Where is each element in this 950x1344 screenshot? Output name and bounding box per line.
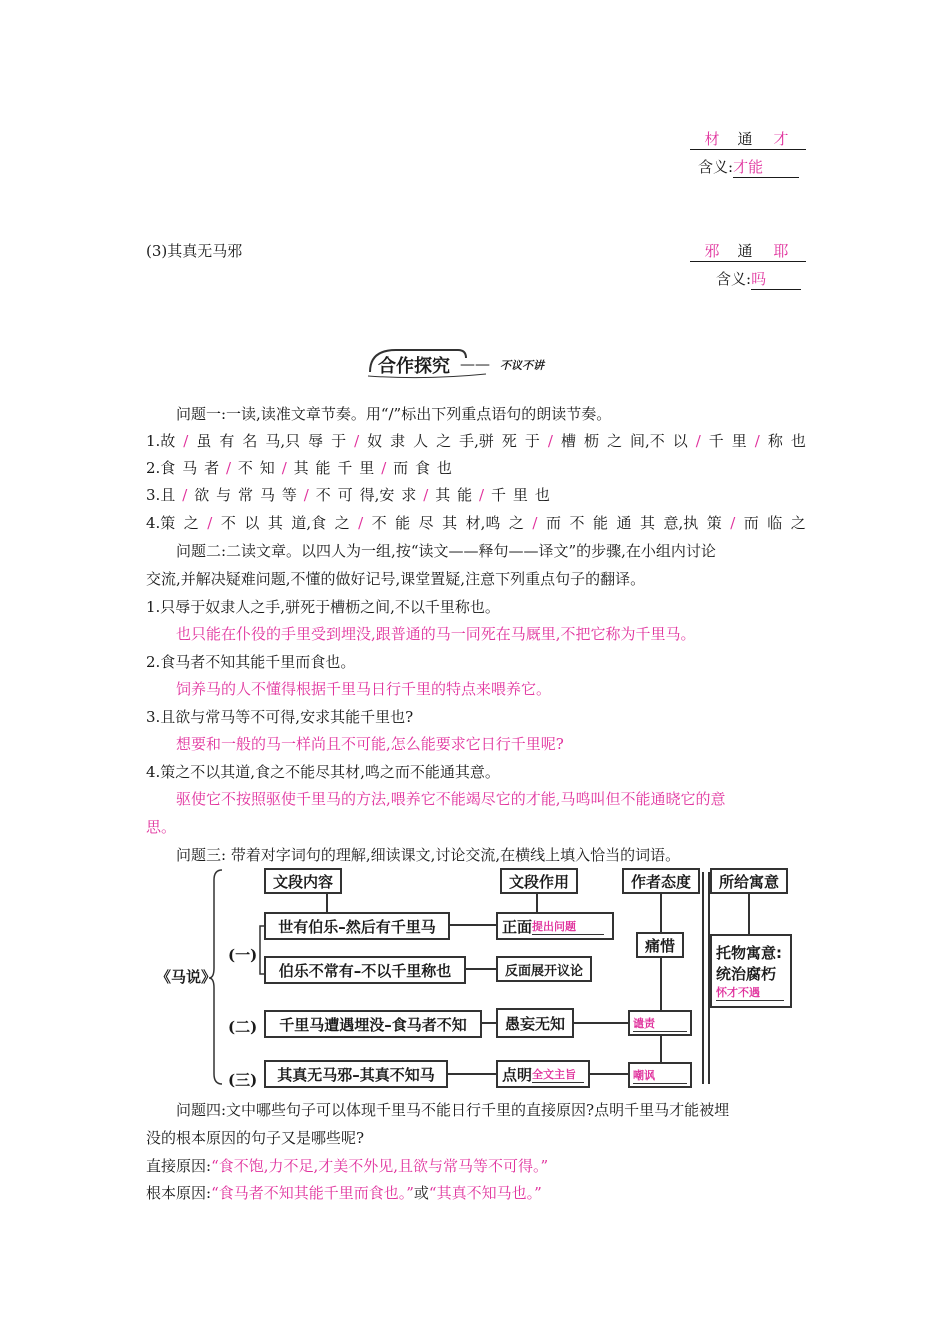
role-box-4 — [496, 1060, 590, 1088]
rhythm-token: 者 — [204, 459, 220, 477]
attitude-box-3 — [628, 1062, 692, 1088]
q1-line-1 — [146, 431, 806, 451]
q2-answer-4b: 思。 — [146, 818, 177, 836]
rhythm-token: 以 — [244, 514, 260, 532]
item2-word-b: 才 — [756, 128, 806, 150]
rhythm-token: 常 — [238, 486, 254, 504]
banner-subtitle: 不议不讲 — [500, 359, 544, 372]
item3-meaning-label: 含义: — [716, 270, 752, 288]
item3-meaning-line — [716, 268, 801, 290]
outer-brace-icon — [208, 868, 230, 1088]
rhythm-token: 槽 — [560, 432, 576, 450]
rhythm-token: 意,执 — [663, 514, 699, 532]
rhythm-token: 以 — [672, 432, 688, 450]
header-role: 文段作用 — [500, 868, 578, 894]
meaning-line-2: 统治腐朽 — [716, 964, 777, 983]
rhythm-token: 里 — [359, 459, 375, 477]
section-label-1: (一) — [228, 946, 258, 964]
q1-line-2 — [146, 458, 452, 478]
rhythm-token: 之 — [606, 432, 622, 450]
rhythm-token: 而 — [393, 459, 409, 477]
item2-meaning-label: 含义: — [698, 158, 734, 176]
rhythm-token: 可 — [337, 486, 353, 504]
section-label-2: (二) — [228, 1018, 258, 1036]
meaning-line-1: 托物寓意: — [716, 943, 782, 962]
content-box-3: 千里马遭遇埋没–食马者不知 — [264, 1010, 482, 1038]
item2-meaning: 才能 — [733, 156, 799, 178]
rhythm-token: 马,只 — [265, 432, 301, 450]
q2-answer-3: 想要和一般的马一样尚且不可能,怎么能要求它日行千里呢? — [176, 735, 564, 753]
book-title: 《马说》 — [156, 968, 217, 986]
rhythm-token: 而 — [545, 514, 561, 532]
q1-line-4 — [146, 513, 806, 533]
role-box-3: 愚妄无知 — [496, 1008, 574, 1038]
content-box-2: 伯乐不常有–不以千里称也 — [264, 956, 466, 984]
rhythm-token: 称 — [767, 432, 783, 450]
rhythm-slash: / — [381, 459, 387, 477]
rhythm-token: 之 — [508, 514, 524, 532]
content-box-4: 其真无马邪–其真不知马 — [264, 1060, 448, 1088]
rhythm-slash: / — [183, 432, 189, 450]
item3-meaning: 吗 — [751, 268, 801, 290]
q1-line-3 — [146, 485, 550, 505]
rhythm-token: 其 — [435, 486, 451, 504]
meaning-fill: 怀才不遇 — [716, 984, 784, 1001]
role-4-prefix: 点明 — [502, 1065, 533, 1084]
attitude-3-fill: 嘲讽 — [633, 1067, 687, 1084]
rhythm-token: 马 — [182, 459, 198, 477]
item3-word-b: 耶 — [756, 240, 806, 262]
rhythm-token: 千 — [708, 432, 724, 450]
role-1-fill: 提出问题 — [532, 918, 604, 935]
rhythm-token: 马 — [259, 486, 275, 504]
rhythm-token: 其 — [267, 514, 283, 532]
rhythm-slash: / — [225, 459, 232, 477]
rhythm-token: 里 — [731, 432, 747, 450]
rhythm-token: 其 — [639, 514, 655, 532]
rhythm-token: 能 — [457, 486, 473, 504]
rhythm-token: 于 — [331, 432, 347, 450]
attitude-box-1: 痛惜 — [636, 932, 684, 958]
rhythm-slash: / — [207, 514, 213, 532]
rhythm-token: 能 — [592, 514, 608, 532]
item2-word-a: 材 — [690, 128, 734, 150]
rhythm-token: 之 — [790, 514, 806, 532]
rhythm-token: 求 — [401, 486, 417, 504]
rhythm-slash: / — [354, 432, 360, 450]
rhythm-token: 欲 — [194, 486, 210, 504]
rhythm-token: 之 — [334, 514, 350, 532]
rhythm-token: 等 — [281, 486, 297, 504]
rhythm-token: 策 — [706, 514, 722, 532]
q4-direct — [146, 1156, 806, 1176]
rhythm-slash: / — [303, 486, 309, 504]
item3-sentence: (3)其真无马邪 — [146, 242, 243, 260]
rhythm-token: 隶 — [390, 432, 406, 450]
rhythm-token: 人 — [413, 432, 429, 450]
rhythm-token: 临 — [767, 514, 783, 532]
rhythm-token: 其 — [293, 459, 309, 477]
q4-root-or: 或 — [413, 1184, 429, 1202]
rhythm-token: 能 — [315, 459, 331, 477]
q2-source-2: 2.食马者不知其能千里而食也。 — [146, 653, 356, 671]
rhythm-token: 于 — [524, 432, 540, 450]
rhythm-token: 之 — [436, 432, 452, 450]
item3-tong: 通 — [734, 240, 756, 262]
rhythm-slash: / — [754, 432, 760, 450]
q4-root — [146, 1183, 806, 1203]
rhythm-token: 也 — [790, 432, 806, 450]
rhythm-token: 其 — [442, 514, 458, 532]
rhythm-token: 手,骈 — [459, 432, 494, 450]
rhythm-token: 间,不 — [629, 432, 665, 450]
rhythm-token: 也 — [534, 486, 550, 504]
q2-intro-2: 交流,并解决疑难问题,不懂的做好记号,课堂置疑,注意下列重点句子的翻译。 — [146, 570, 646, 588]
q2-source-3: 3.且欲与常马等不可得,安求其能千里也? — [146, 708, 414, 726]
rhythm-token: 千 — [491, 486, 507, 504]
rhythm-slash: / — [532, 514, 538, 532]
q2-source-1: 1.只辱于奴隶人之手,骈死于槽枥之间,不以千里称也。 — [146, 598, 500, 616]
rhythm-token: 与 — [216, 486, 232, 504]
item3-word-a: 邪 — [690, 240, 734, 262]
q4-intro-1: 问题四:文中哪些句子可以体现千里马不能日行千里的直接原因?点明千里马才能被埋 — [176, 1101, 730, 1119]
rhythm-token: 得,安 — [359, 486, 395, 504]
rhythm-slash: / — [281, 459, 287, 477]
rhythm-token: 之 — [183, 514, 199, 532]
rhythm-slash: / — [479, 486, 485, 504]
rhythm-token: 辱 — [308, 432, 324, 450]
rhythm-token: 食 — [415, 459, 431, 477]
rhythm-slash: / — [695, 432, 701, 450]
rhythm-slash: / — [358, 514, 364, 532]
rhythm-token: 尽 — [418, 514, 434, 532]
rhythm-token: 不 — [569, 514, 585, 532]
rhythm-token: 2.食 — [146, 459, 176, 477]
rhythm-token: 材,鸣 — [465, 514, 501, 532]
q3-intro: 问题三: 带着对字词句的理解,细读课文,讨论交流,在横线上填入恰当的词语。 — [176, 846, 681, 864]
rhythm-token: 不 — [220, 514, 236, 532]
rhythm-token: 而 — [743, 514, 759, 532]
rhythm-token: 道,食 — [291, 514, 327, 532]
q2-intro-1: 问题二:二读文章。以四人为一组,按“读文——释句——译文”的步骤,在小组内讨论 — [176, 542, 716, 560]
q4-direct-label: 直接原因: — [146, 1157, 212, 1175]
item2-tong: 通 — [734, 128, 756, 150]
q1-intro: 问题一:一读,读准文章节奏。用“/”标出下列重点语句的朗读节奏。 — [176, 405, 612, 423]
rhythm-slash: / — [730, 514, 736, 532]
rhythm-token: 里 — [512, 486, 528, 504]
content-box-1: 世有伯乐–然后有千里马 — [264, 912, 450, 940]
attitude-box-2 — [628, 1010, 692, 1036]
rhythm-token: 能 — [395, 514, 411, 532]
rhythm-token: 名 — [242, 432, 258, 450]
q4-root-answer-a: “食马者不知其能千里而食也。” — [211, 1184, 414, 1202]
header-meaning: 所给寓意 — [710, 868, 788, 894]
rhythm-slash: / — [547, 432, 553, 450]
rhythm-token: 奴 — [367, 432, 383, 450]
header-content: 文段内容 — [264, 868, 342, 894]
role-4-fill: 全文主旨 — [532, 1066, 584, 1083]
q2-answer-2: 饲养马的人不懂得根据千里马日行千里的特点来喂养它。 — [176, 680, 552, 698]
rhythm-token: 通 — [616, 514, 632, 532]
rhythm-token: 不 — [237, 459, 253, 477]
item2-tongjia-line — [690, 128, 806, 150]
q2-source-4: 4.策之不以其道,食之不能尽其材,鸣之而不能通其意。 — [146, 763, 500, 781]
rhythm-token: 4.策 — [146, 514, 176, 532]
header-attitude: 作者态度 — [622, 868, 700, 894]
item2-meaning-line — [698, 156, 799, 178]
attitude-2-fill: 谴责 — [633, 1015, 687, 1032]
rhythm-token: 也 — [436, 459, 452, 477]
rhythm-token: 3.且 — [146, 486, 176, 504]
rhythm-token: 知 — [259, 459, 275, 477]
item3-tongjia-line — [690, 240, 806, 262]
section1-brace-icon — [256, 922, 268, 978]
section-banner — [366, 346, 586, 380]
q4-direct-answer: “食不饱,力不足,才美不外见,且欲与常马等不可得。” — [211, 1157, 549, 1175]
rhythm-token: 不 — [315, 486, 331, 504]
q4-intro-2: 没的根本原因的句子又是哪些呢? — [146, 1129, 365, 1147]
rhythm-slash: / — [182, 486, 188, 504]
rhythm-token: 死 — [501, 432, 517, 450]
role-box-1 — [496, 912, 614, 940]
q2-answer-1: 也只能在仆役的手里受到埋没,跟普通的马一同死在马厩里,不把它称为千里马。 — [176, 625, 696, 643]
role-1-prefix: 正面 — [502, 917, 533, 936]
banner-dash: —— — [460, 355, 490, 373]
q4-root-label: 根本原因: — [146, 1184, 212, 1202]
meaning-box — [710, 934, 792, 1008]
rhythm-token: 有 — [219, 432, 235, 450]
rhythm-token: 千 — [337, 459, 353, 477]
rhythm-token: 枥 — [583, 432, 599, 450]
rhythm-token: 不 — [371, 514, 387, 532]
banner-title: 合作探究 — [378, 356, 450, 377]
section-label-3: (三) — [228, 1071, 258, 1089]
rhythm-token: 1.故 — [146, 432, 176, 450]
q4-root-answer-b: “其真不知马也。” — [428, 1184, 542, 1202]
rhythm-slash: / — [423, 486, 429, 504]
rhythm-token: 虽 — [196, 432, 212, 450]
q2-answer-4a: 驱使它不按照驱使千里马的方法,喂养它不能竭尽它的才能,马鸣叫但不能通晓它的意 — [176, 790, 726, 808]
role-box-2: 反面展开议论 — [496, 956, 592, 982]
